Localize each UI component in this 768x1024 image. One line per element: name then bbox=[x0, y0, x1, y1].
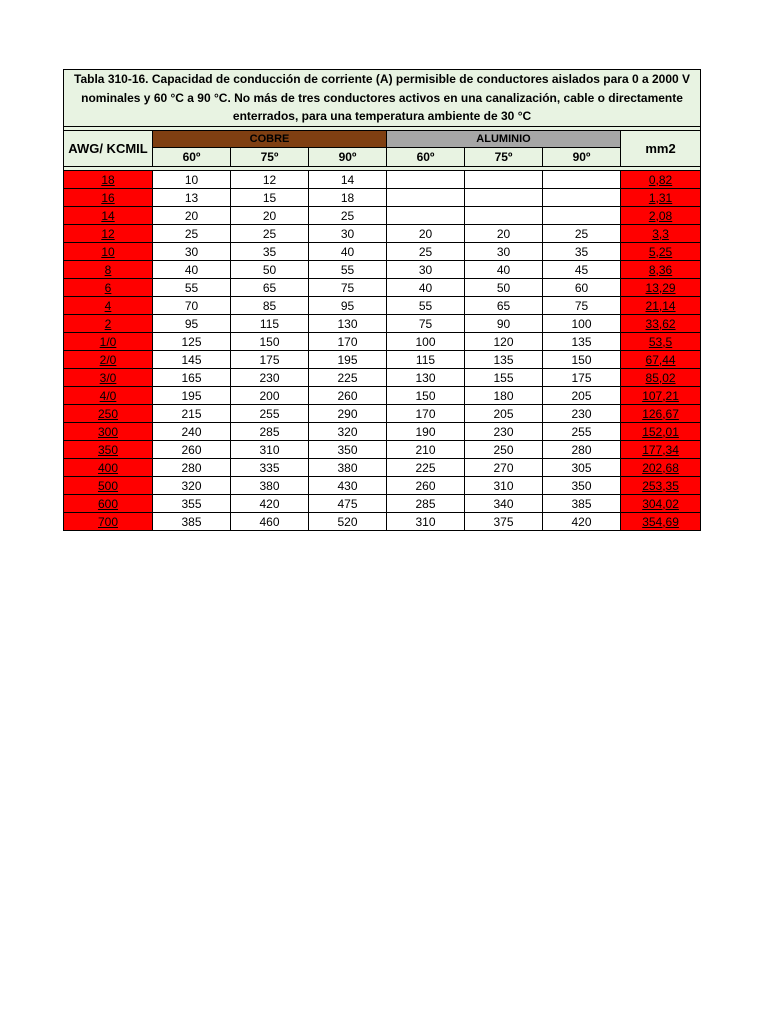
aluminum-ampacity-cell: 40 bbox=[387, 279, 465, 297]
awg-size-cell bbox=[64, 441, 153, 459]
aluminum-ampacity-cell: 90 bbox=[465, 315, 543, 333]
aluminum-ampacity-cell bbox=[543, 189, 621, 207]
copper-ampacity-cell: 460 bbox=[231, 513, 309, 531]
aluminum-ampacity-cell bbox=[543, 171, 621, 189]
mm2-cell bbox=[621, 405, 701, 423]
aluminum-ampacity-cell: 20 bbox=[387, 225, 465, 243]
mm2-header: mm2 bbox=[621, 131, 701, 167]
copper-ampacity-cell: 260 bbox=[153, 441, 231, 459]
mm2-cell bbox=[621, 315, 701, 333]
mm2-cell bbox=[621, 513, 701, 531]
awg-size-cell bbox=[64, 243, 153, 261]
mm2-cell bbox=[621, 207, 701, 225]
awg-size-cell bbox=[64, 405, 153, 423]
copper-ampacity-cell: 12 bbox=[231, 171, 309, 189]
mm2-cell-text: 202,68 bbox=[642, 460, 679, 475]
mm2-cell bbox=[621, 387, 701, 405]
table-row bbox=[64, 297, 701, 315]
copper-ampacity-cell: 380 bbox=[309, 459, 387, 477]
copper-ampacity-cell: 320 bbox=[153, 477, 231, 495]
copper-ampacity-cell: 55 bbox=[309, 261, 387, 279]
aluminum-ampacity-cell: 175 bbox=[543, 369, 621, 387]
copper-ampacity-cell: 40 bbox=[153, 261, 231, 279]
mm2-cell bbox=[621, 459, 701, 477]
copper-ampacity-cell: 40 bbox=[309, 243, 387, 261]
mm2-cell bbox=[621, 369, 701, 387]
copper-ampacity-cell: 20 bbox=[153, 207, 231, 225]
table-row bbox=[64, 351, 701, 369]
aluminum-ampacity-cell: 375 bbox=[465, 513, 543, 531]
table-row bbox=[64, 315, 701, 333]
table-row bbox=[64, 387, 701, 405]
copper-ampacity-cell: 195 bbox=[153, 387, 231, 405]
awg-size-cell-text: 700 bbox=[97, 514, 119, 529]
mm2-cell bbox=[621, 189, 701, 207]
copper-ampacity-cell: 380 bbox=[231, 477, 309, 495]
mm2-cell-text: 177,34 bbox=[642, 442, 679, 457]
aluminum-ampacity-cell: 340 bbox=[465, 495, 543, 513]
copper-ampacity-cell: 195 bbox=[309, 351, 387, 369]
aluminum-ampacity-cell: 155 bbox=[465, 369, 543, 387]
table-row bbox=[64, 495, 701, 513]
aluminum-ampacity-cell: 310 bbox=[465, 477, 543, 495]
copper-ampacity-cell: 35 bbox=[231, 243, 309, 261]
awg-size-cell bbox=[64, 207, 153, 225]
awg-size-cell bbox=[64, 423, 153, 441]
mm2-cell-text: 21,14 bbox=[645, 298, 676, 313]
copper-ampacity-cell: 85 bbox=[231, 297, 309, 315]
copper-ampacity-cell: 240 bbox=[153, 423, 231, 441]
aluminum-ampacity-cell: 205 bbox=[543, 387, 621, 405]
aluminum-ampacity-cell: 210 bbox=[387, 441, 465, 459]
aluminum-90-header: 90º bbox=[543, 148, 621, 167]
copper-75-header: 75º bbox=[231, 148, 309, 167]
copper-ampacity-cell: 25 bbox=[153, 225, 231, 243]
aluminum-ampacity-cell: 65 bbox=[465, 297, 543, 315]
table-row bbox=[64, 369, 701, 387]
aluminum-ampacity-cell: 150 bbox=[387, 387, 465, 405]
copper-ampacity-cell: 55 bbox=[153, 279, 231, 297]
copper-ampacity-cell: 350 bbox=[309, 441, 387, 459]
awg-size-cell-text: 350 bbox=[97, 442, 119, 457]
copper-ampacity-cell: 115 bbox=[231, 315, 309, 333]
copper-90-header: 90º bbox=[309, 148, 387, 167]
awg-size-cell-text: 500 bbox=[97, 478, 119, 493]
copper-ampacity-cell: 25 bbox=[309, 207, 387, 225]
table-row bbox=[64, 459, 701, 477]
copper-ampacity-cell: 280 bbox=[153, 459, 231, 477]
mm2-cell bbox=[621, 495, 701, 513]
mm2-cell-text: 67,44 bbox=[645, 352, 676, 367]
aluminum-ampacity-cell bbox=[387, 171, 465, 189]
awg-size-cell-text: 12 bbox=[101, 226, 115, 241]
awg-size-cell bbox=[64, 351, 153, 369]
aluminum-ampacity-cell: 45 bbox=[543, 261, 621, 279]
aluminum-ampacity-cell: 100 bbox=[543, 315, 621, 333]
aluminum-ampacity-cell: 115 bbox=[387, 351, 465, 369]
mm2-cell bbox=[621, 333, 701, 351]
aluminum-ampacity-cell: 170 bbox=[387, 405, 465, 423]
copper-ampacity-cell: 65 bbox=[231, 279, 309, 297]
copper-ampacity-cell: 165 bbox=[153, 369, 231, 387]
awg-size-cell-text: 3/0 bbox=[99, 370, 117, 385]
awg-kcmil-header: AWG/ KCMIL bbox=[64, 131, 153, 167]
copper-ampacity-cell: 200 bbox=[231, 387, 309, 405]
aluminum-ampacity-cell: 40 bbox=[465, 261, 543, 279]
table-row bbox=[64, 423, 701, 441]
mm2-cell bbox=[621, 297, 701, 315]
mm2-cell-text: 304,02 bbox=[642, 496, 679, 511]
awg-size-cell bbox=[64, 495, 153, 513]
table-row bbox=[64, 441, 701, 459]
mm2-cell-text: 152,01 bbox=[642, 424, 679, 439]
copper-ampacity-cell: 125 bbox=[153, 333, 231, 351]
aluminum-ampacity-cell: 130 bbox=[387, 369, 465, 387]
aluminum-ampacity-cell: 100 bbox=[387, 333, 465, 351]
awg-size-cell bbox=[64, 333, 153, 351]
awg-size-cell bbox=[64, 171, 153, 189]
table-title: Tabla 310-16. Capacidad de conducción de corriente (A) permisible de conductores aislados para 0 a 2000 V nominales y 60 °C a 90 °C. No más de tres conductores activos en una canalización, cable o directamente enterrados, para una temperatura ambiente de 30 °C bbox=[64, 70, 701, 127]
copper-ampacity-cell: 320 bbox=[309, 423, 387, 441]
mm2-cell-text: 253,35 bbox=[642, 478, 679, 493]
mm2-cell-text: 5,25 bbox=[648, 244, 673, 259]
copper-ampacity-cell: 30 bbox=[309, 225, 387, 243]
copper-60-header: 60º bbox=[153, 148, 231, 167]
awg-size-cell bbox=[64, 189, 153, 207]
copper-ampacity-cell: 145 bbox=[153, 351, 231, 369]
table-row bbox=[64, 261, 701, 279]
aluminum-ampacity-cell: 420 bbox=[543, 513, 621, 531]
awg-size-cell-text: 10 bbox=[101, 244, 115, 259]
aluminum-ampacity-cell: 50 bbox=[465, 279, 543, 297]
aluminum-ampacity-cell: 190 bbox=[387, 423, 465, 441]
copper-ampacity-cell: 13 bbox=[153, 189, 231, 207]
awg-size-cell bbox=[64, 387, 153, 405]
copper-ampacity-cell: 30 bbox=[153, 243, 231, 261]
aluminum-ampacity-cell: 385 bbox=[543, 495, 621, 513]
mm2-cell-text: 126,67 bbox=[642, 406, 679, 421]
aluminum-ampacity-cell bbox=[543, 207, 621, 225]
aluminum-ampacity-cell: 285 bbox=[387, 495, 465, 513]
awg-size-cell bbox=[64, 279, 153, 297]
awg-size-cell-text: 4/0 bbox=[99, 388, 117, 403]
aluminum-ampacity-cell: 350 bbox=[543, 477, 621, 495]
mm2-cell-text: 354,69 bbox=[642, 514, 679, 529]
copper-ampacity-cell: 225 bbox=[309, 369, 387, 387]
aluminum-ampacity-cell bbox=[387, 189, 465, 207]
aluminum-ampacity-cell bbox=[465, 207, 543, 225]
copper-ampacity-cell: 70 bbox=[153, 297, 231, 315]
awg-size-cell bbox=[64, 261, 153, 279]
awg-size-cell-text: 300 bbox=[97, 424, 119, 439]
copper-ampacity-cell: 20 bbox=[231, 207, 309, 225]
aluminum-ampacity-cell: 255 bbox=[543, 423, 621, 441]
aluminum-60-header: 60º bbox=[387, 148, 465, 167]
table-row bbox=[64, 171, 701, 189]
copper-ampacity-cell: 14 bbox=[309, 171, 387, 189]
awg-size-cell-text: 400 bbox=[97, 460, 119, 475]
copper-ampacity-cell: 25 bbox=[231, 225, 309, 243]
table-row bbox=[64, 243, 701, 261]
copper-ampacity-cell: 260 bbox=[309, 387, 387, 405]
copper-ampacity-cell: 290 bbox=[309, 405, 387, 423]
mm2-cell-text: 0,82 bbox=[648, 172, 673, 187]
aluminum-ampacity-cell: 35 bbox=[543, 243, 621, 261]
mm2-cell bbox=[621, 171, 701, 189]
copper-ampacity-cell: 18 bbox=[309, 189, 387, 207]
aluminum-75-header: 75º bbox=[465, 148, 543, 167]
awg-size-cell-text: 2 bbox=[104, 316, 112, 331]
mm2-cell bbox=[621, 243, 701, 261]
mm2-cell-text: 2,08 bbox=[648, 208, 673, 223]
awg-size-cell-text: 600 bbox=[97, 496, 119, 511]
mm2-cell-text: 85,02 bbox=[645, 370, 676, 385]
aluminum-ampacity-cell bbox=[465, 171, 543, 189]
table-row bbox=[64, 225, 701, 243]
aluminum-ampacity-cell: 30 bbox=[465, 243, 543, 261]
mm2-cell-text: 3,3 bbox=[652, 226, 669, 241]
awg-size-cell-text: 2/0 bbox=[99, 352, 117, 367]
aluminum-ampacity-cell: 230 bbox=[465, 423, 543, 441]
aluminum-ampacity-cell: 75 bbox=[387, 315, 465, 333]
table-body bbox=[64, 171, 701, 531]
awg-size-cell-text: 16 bbox=[101, 190, 115, 205]
table-row bbox=[64, 279, 701, 297]
awg-size-cell bbox=[64, 315, 153, 333]
awg-size-cell bbox=[64, 459, 153, 477]
mm2-cell-text: 8,36 bbox=[648, 262, 673, 277]
aluminum-group-header: ALUMINIO bbox=[387, 131, 621, 148]
copper-ampacity-cell: 355 bbox=[153, 495, 231, 513]
awg-size-cell bbox=[64, 477, 153, 495]
copper-ampacity-cell: 150 bbox=[231, 333, 309, 351]
aluminum-ampacity-cell: 230 bbox=[543, 405, 621, 423]
mm2-cell bbox=[621, 225, 701, 243]
copper-ampacity-cell: 175 bbox=[231, 351, 309, 369]
awg-size-cell-text: 18 bbox=[101, 172, 115, 187]
table-row bbox=[64, 189, 701, 207]
mm2-cell bbox=[621, 441, 701, 459]
aluminum-ampacity-cell: 205 bbox=[465, 405, 543, 423]
aluminum-ampacity-cell bbox=[465, 189, 543, 207]
aluminum-ampacity-cell: 135 bbox=[465, 351, 543, 369]
awg-size-cell-text: 6 bbox=[104, 280, 112, 295]
mm2-cell bbox=[621, 351, 701, 369]
copper-ampacity-cell: 520 bbox=[309, 513, 387, 531]
awg-size-cell bbox=[64, 297, 153, 315]
copper-ampacity-cell: 420 bbox=[231, 495, 309, 513]
awg-size-cell-text: 8 bbox=[104, 262, 112, 277]
aluminum-ampacity-cell: 270 bbox=[465, 459, 543, 477]
copper-ampacity-cell: 130 bbox=[309, 315, 387, 333]
mm2-cell-text: 33,62 bbox=[645, 316, 676, 331]
table-row bbox=[64, 513, 701, 531]
aluminum-ampacity-cell: 135 bbox=[543, 333, 621, 351]
aluminum-ampacity-cell: 30 bbox=[387, 261, 465, 279]
mm2-cell bbox=[621, 261, 701, 279]
copper-ampacity-cell: 230 bbox=[231, 369, 309, 387]
aluminum-ampacity-cell: 55 bbox=[387, 297, 465, 315]
aluminum-ampacity-cell: 280 bbox=[543, 441, 621, 459]
copper-ampacity-cell: 430 bbox=[309, 477, 387, 495]
copper-ampacity-cell: 10 bbox=[153, 171, 231, 189]
aluminum-ampacity-cell bbox=[387, 207, 465, 225]
copper-ampacity-cell: 335 bbox=[231, 459, 309, 477]
copper-ampacity-cell: 170 bbox=[309, 333, 387, 351]
copper-group-header: COBRE bbox=[153, 131, 387, 148]
copper-ampacity-cell: 95 bbox=[153, 315, 231, 333]
copper-ampacity-cell: 385 bbox=[153, 513, 231, 531]
mm2-cell-text: 1,31 bbox=[648, 190, 673, 205]
aluminum-ampacity-cell: 225 bbox=[387, 459, 465, 477]
aluminum-ampacity-cell: 310 bbox=[387, 513, 465, 531]
aluminum-ampacity-cell: 250 bbox=[465, 441, 543, 459]
awg-size-cell-text: 4 bbox=[104, 298, 112, 313]
awg-size-cell bbox=[64, 369, 153, 387]
mm2-cell-text: 107,21 bbox=[642, 388, 679, 403]
aluminum-ampacity-cell: 25 bbox=[543, 225, 621, 243]
mm2-cell bbox=[621, 279, 701, 297]
awg-size-cell-text: 14 bbox=[101, 208, 115, 223]
copper-ampacity-cell: 15 bbox=[231, 189, 309, 207]
copper-ampacity-cell: 255 bbox=[231, 405, 309, 423]
awg-size-cell-text: 1/0 bbox=[99, 334, 117, 349]
aluminum-ampacity-cell: 150 bbox=[543, 351, 621, 369]
table-row bbox=[64, 333, 701, 351]
aluminum-ampacity-cell: 20 bbox=[465, 225, 543, 243]
mm2-cell-text: 13,29 bbox=[645, 280, 676, 295]
aluminum-ampacity-cell: 75 bbox=[543, 297, 621, 315]
aluminum-ampacity-cell: 180 bbox=[465, 387, 543, 405]
copper-ampacity-cell: 285 bbox=[231, 423, 309, 441]
copper-ampacity-cell: 75 bbox=[309, 279, 387, 297]
copper-ampacity-cell: 50 bbox=[231, 261, 309, 279]
table-row bbox=[64, 207, 701, 225]
awg-size-cell bbox=[64, 225, 153, 243]
table-row bbox=[64, 405, 701, 423]
aluminum-ampacity-cell: 260 bbox=[387, 477, 465, 495]
awg-size-cell-text: 250 bbox=[97, 406, 119, 421]
aluminum-ampacity-cell: 60 bbox=[543, 279, 621, 297]
aluminum-ampacity-cell: 305 bbox=[543, 459, 621, 477]
mm2-cell bbox=[621, 423, 701, 441]
copper-ampacity-cell: 95 bbox=[309, 297, 387, 315]
copper-ampacity-cell: 475 bbox=[309, 495, 387, 513]
copper-ampacity-cell: 215 bbox=[153, 405, 231, 423]
mm2-cell-text: 53,5 bbox=[648, 334, 673, 349]
ampacity-table bbox=[63, 69, 701, 531]
copper-ampacity-cell: 310 bbox=[231, 441, 309, 459]
aluminum-ampacity-cell: 120 bbox=[465, 333, 543, 351]
aluminum-ampacity-cell: 25 bbox=[387, 243, 465, 261]
table-row bbox=[64, 477, 701, 495]
mm2-cell bbox=[621, 477, 701, 495]
awg-size-cell bbox=[64, 513, 153, 531]
